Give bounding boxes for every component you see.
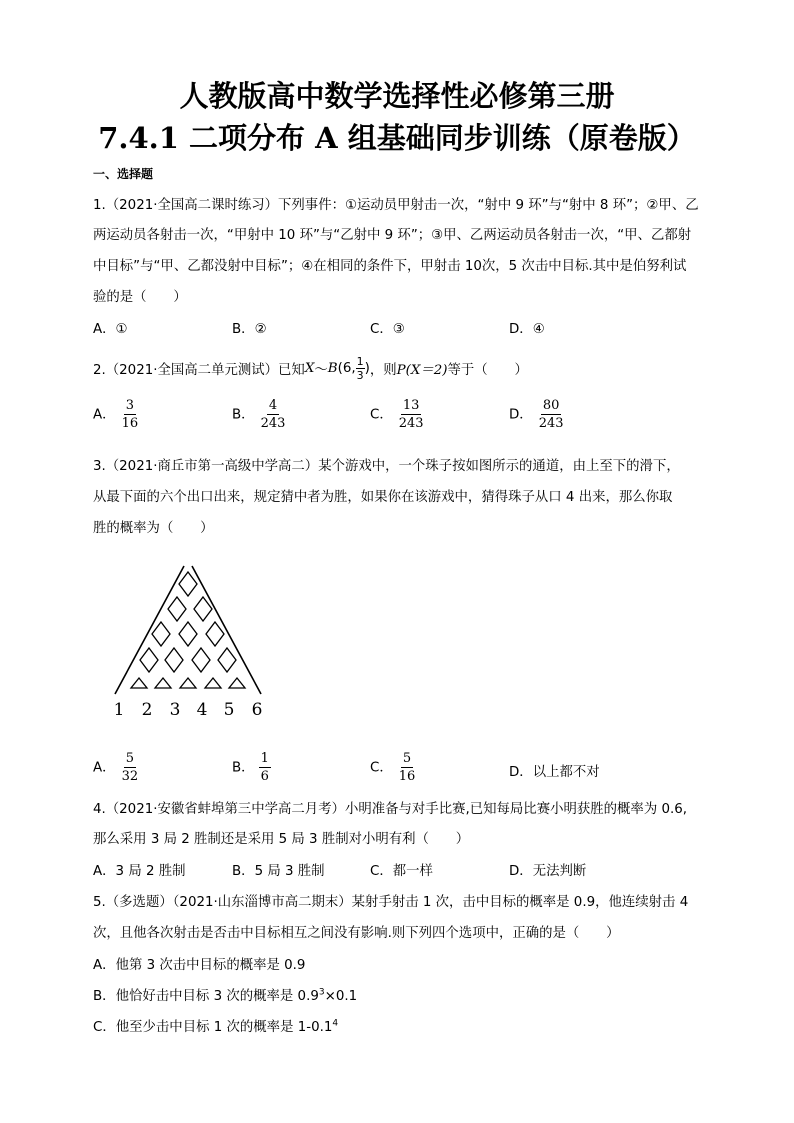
q2-option-d-label: D． [509, 407, 533, 423]
q5-option-b-tail: ×0.1 [324, 989, 358, 1004]
q2-open: (6, [337, 361, 356, 376]
q3-option-d-text: 以上都不对 [532, 765, 600, 780]
section-label: 一、选择题 [93, 167, 154, 181]
peg-diamond [152, 622, 170, 646]
peg-diamond [179, 622, 197, 646]
q2-prob-expr: P(X＝2) [396, 363, 448, 378]
q2-option-d-num: 80 [542, 398, 560, 413]
q2-option-a-label: A． [93, 407, 116, 423]
peg-diamond [168, 597, 186, 621]
peg-diamond [140, 648, 158, 672]
q3-option-c-den: 16 [398, 769, 416, 784]
q3-option-a-fraction [120, 750, 141, 785]
q5-option-b-exponent: 3 [318, 987, 325, 998]
q2-option-c-fraction [397, 397, 426, 432]
q3-option-a-den: 32 [121, 769, 139, 784]
q5-line-1: 5.（多选题）（2021·山东淄博市高二期末）某射手射击 1 次，击中目标的概率是 0.9，他连续射击 4 [93, 895, 689, 910]
q2-option-b-num: 4 [268, 398, 278, 413]
peg-diamond [165, 648, 183, 672]
q3-line-3: 胜的概率为（ ） [93, 521, 214, 536]
q3-option-b-num: 1 [260, 751, 269, 766]
exit-label-3: 3 [169, 700, 181, 720]
peg-diamond [206, 622, 224, 646]
exit-label-5: 5 [223, 700, 235, 720]
q3-option-b-fraction [259, 750, 271, 785]
exit-labels [114, 700, 263, 720]
q2-var-b: B [327, 361, 338, 376]
q3-option-c-num: 5 [402, 751, 412, 766]
q3-option-c [370, 750, 417, 785]
peg-diamond [194, 597, 212, 621]
triangle-pegs [131, 678, 245, 688]
q3-option-c-fraction [397, 750, 418, 785]
q2-option-b-fraction [259, 397, 288, 432]
q2-option-b [232, 397, 287, 432]
peg-triangle [131, 678, 147, 688]
q2-var-x: X [304, 361, 315, 376]
q2-option-b-label: B． [232, 407, 255, 423]
q5-option-a: A．他第 3 次击中目标的概率是 0.9 [93, 958, 306, 973]
peg-triangle [229, 678, 245, 688]
q2-close: ) [364, 361, 370, 376]
board-right-edge [192, 566, 261, 694]
exit-label-6: 6 [251, 700, 263, 720]
q3-option-a-num: 5 [125, 751, 134, 766]
q1-option-a: A．① [93, 322, 128, 337]
q2-suffix: ，则 [369, 363, 397, 378]
q2-fraction-num: 1 [356, 355, 364, 368]
q4-option-b: B．5 局 3 胜制 [232, 864, 325, 879]
q1-option-d: D．④ [509, 322, 545, 337]
q2-fraction-den: 3 [356, 369, 364, 382]
q5-option-c [93, 1016, 338, 1035]
q3-option-b-den: 6 [260, 769, 269, 784]
q3-option-d [509, 761, 600, 780]
q4-option-c: C．都一样 [370, 864, 433, 879]
q4-option-d: D．无法判断 [509, 864, 587, 879]
q2-tilde: ～ [314, 363, 328, 378]
galton-board-figure [105, 560, 275, 722]
q2-option-a-den: 16 [121, 416, 139, 431]
q3-line-1: 3.（2021·商丘市第一高级中学高二）某个游戏中，一个珠子按如图所示的通道，由上至下的滑下， [93, 459, 680, 474]
q2-option-a [93, 397, 140, 432]
q2-option-c-num: 13 [402, 398, 420, 413]
q2-stem [93, 355, 528, 382]
q1-line-2: 两运动员各射击一次，“甲射中 10 环”与“乙射中 9 环”；③甲、乙两运动员各射击一次，“甲、乙都射 [93, 228, 692, 243]
q2-option-a-fraction [120, 397, 141, 432]
q4-option-a: A．3 局 2 胜制 [93, 864, 186, 879]
q2-fraction [356, 355, 365, 382]
q2-ending: 等于（ ） [447, 363, 528, 378]
q1-option-b: B．② [232, 322, 267, 337]
q5-option-c-exponent: 4 [332, 1018, 339, 1029]
peg-diamond [218, 648, 236, 672]
title-line-2: 7.4.1 二项分布 A 组基础同步训练（原卷版） [98, 121, 696, 155]
exit-label-4: 4 [196, 700, 208, 720]
q1-line-1: 1.（2021·全国高二课时练习）下列事件：①运动员甲射击一次，“射中 9 环”与“射中 8 环”；②甲、乙 [93, 198, 699, 213]
q2-option-c-label: C． [370, 407, 393, 423]
exit-label-1: 1 [113, 700, 125, 720]
q4-line-2: 那么采用 3 局 2 胜制还是采用 5 局 3 胜制对小明有利（ ） [93, 832, 470, 847]
q5-option-c-text: C．他至少击中目标 1 次的概率是 1-0.1 [93, 1020, 333, 1035]
exit-label-2: 2 [141, 700, 153, 720]
q1-option-c: C．③ [370, 322, 405, 337]
peg-triangle [205, 678, 221, 688]
q3-option-a [93, 750, 140, 785]
peg-diamond [192, 648, 210, 672]
q3-line-2: 从最下面的六个出口出来，规定猜中者为胜，如果你在该游戏中，猜得珠子从口 4 出来，那么你取 [93, 490, 673, 505]
board-left-edge [115, 566, 184, 694]
q2-option-d-den: 243 [538, 416, 564, 431]
q4-line-1: 4.（2021·安徽省蚌埠第三中学高二月考）小明准备与对手比赛,已知每局比赛小明获胜的概率为 0.6, [93, 802, 688, 817]
q2-option-d-fraction [537, 397, 566, 432]
q1-line-3: 中目标”与“甲、乙都没射中目标”；④在相同的条件下，甲射击 10次，5 次击中目标.其中是伯努利试 [93, 259, 687, 274]
q3-option-b [232, 750, 271, 785]
q2-option-c [370, 397, 426, 432]
q2-option-d [509, 397, 566, 432]
q5-option-b [93, 985, 357, 1004]
peg-diamond [179, 572, 197, 596]
q3-option-b-label: B． [232, 760, 255, 776]
q3-option-d-label: D． [509, 765, 533, 780]
title-line-1: 人教版高中数学选择性必修第三册 [179, 79, 615, 113]
q3-option-a-label: A． [93, 760, 116, 776]
q3-option-c-label: C． [370, 760, 393, 776]
q2-option-b-den: 243 [260, 416, 286, 431]
peg-triangle [180, 678, 196, 688]
q2-prefix: 2.（2021·全国高二单元测试）已知 [93, 363, 305, 378]
q5-option-b-text: B．他恰好击中目标 3 次的概率是 0.9 [93, 989, 319, 1004]
q2-option-a-num: 3 [125, 398, 134, 413]
q2-option-c-den: 243 [398, 416, 424, 431]
peg-triangle [155, 678, 171, 688]
q5-line-2: 次，且他各次射击是否击中目标相互之间没有影响.则下列四个选项中，正确的是（ ） [93, 926, 620, 941]
q1-line-4: 验的是（ ） [93, 290, 187, 305]
